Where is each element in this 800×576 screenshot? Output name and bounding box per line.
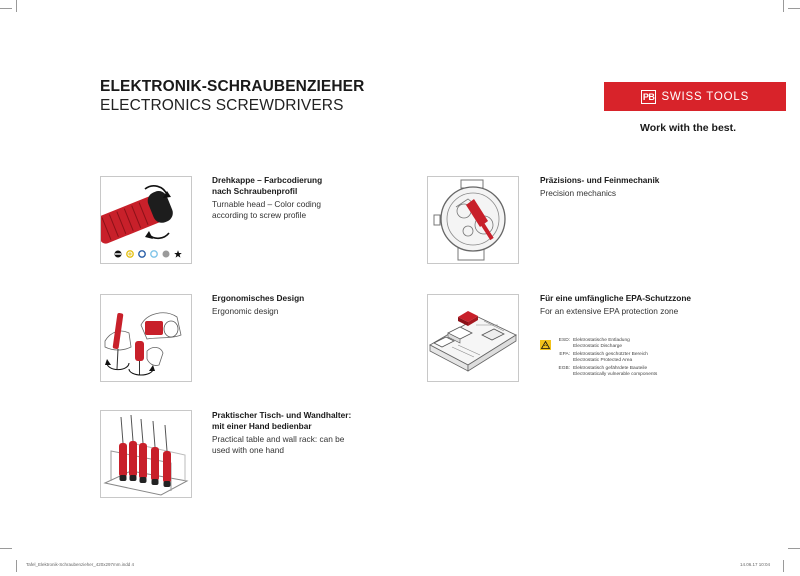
feature-heading: Praktischer Tisch- und Wandhalter: mit einer Hand bedienbar [212, 410, 352, 431]
feature-text: Precision mechanics [540, 188, 617, 198]
epa-row-en: Electrostatic Protected Area [573, 358, 633, 363]
esd-warning-icon [540, 340, 551, 350]
feature-turnable-head [212, 175, 322, 221]
esd-row-en: Electrostatic Discharge [573, 344, 623, 349]
crop-mark [16, 560, 17, 572]
crop-mark [788, 8, 800, 9]
esd-row: ESD: Elektrostatische Entladung [558, 338, 630, 343]
crop-mark [0, 548, 12, 549]
feature-heading: Präzisions- und Feinmechanik [540, 175, 660, 185]
crop-mark [0, 8, 12, 9]
feature-heading: Ergonomisches Design [212, 293, 305, 303]
page-subtitle: ELECTRONICS SCREWDRIVERS [100, 97, 344, 114]
phillips-icon [126, 250, 134, 258]
feature-rack [212, 410, 351, 456]
pb-logo-mark: PB [642, 91, 655, 102]
hex-icon [150, 250, 158, 258]
feature-text: For an extensive EPA protection zone [540, 306, 679, 316]
feature-epa [540, 293, 691, 317]
feature-precision [540, 175, 659, 199]
crop-mark [16, 0, 17, 12]
page-title: ELEKTRONIK-SCHRAUBENZIEHER [100, 78, 365, 95]
feature-ergonomic [212, 293, 304, 317]
crop-mark [783, 0, 784, 12]
circuit-board-illustration [427, 294, 519, 382]
grey-circle-icon [162, 250, 170, 258]
epa-row: EPA: Elektrostatisch geschützter Bereich [559, 352, 648, 357]
feature-heading: Für eine umfängliche EPA-Schutzzone [540, 293, 692, 303]
egb-row-en: Electrostatically vulnerable components [573, 372, 658, 377]
egb-row: EGB: Elektrostatisch gefährdete Bauteile [558, 366, 648, 371]
screwdriver-rack-illustration [100, 410, 192, 498]
footer-date: 14.06.17 10:04 [739, 562, 770, 567]
star-icon [174, 250, 182, 258]
brand-logo [604, 82, 786, 111]
screwdriver-head-illustration [100, 176, 192, 264]
slot-icon [114, 250, 122, 258]
crop-mark [788, 548, 800, 549]
torx-icon [138, 250, 146, 258]
feature-heading: Drehkappe – Farbcodierung nach Schraubenprofil [212, 175, 323, 196]
feature-text: Ergonomic design [212, 306, 279, 316]
crop-mark [783, 560, 784, 572]
logo-text: SWISS TOOLS [661, 90, 750, 103]
ergonomic-hands-illustration [100, 294, 192, 382]
color-code-icons [114, 250, 182, 258]
footer-file: Tafel_Elektronik-Schraubenzieher_420x297mm.indd 4 [26, 562, 135, 567]
feature-text: Practical table and wall rack: can be used with one hand [212, 434, 345, 455]
feature-text: Turnable head – Color coding according to screw profile [212, 199, 322, 220]
tagline: Work with the best. [640, 122, 737, 134]
watch-mechanism-illustration [427, 176, 519, 264]
